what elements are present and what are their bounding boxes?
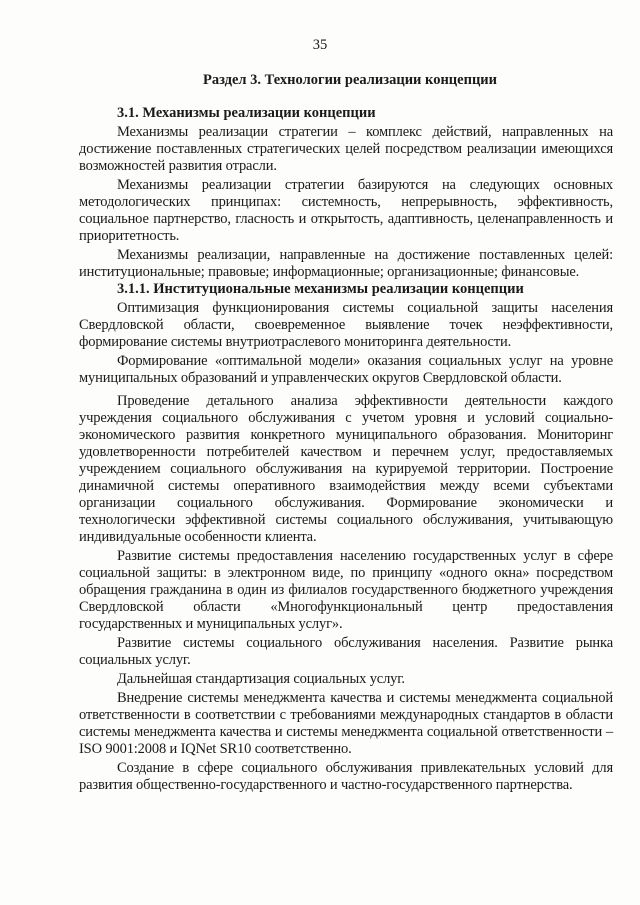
paragraph-6: Проведение детального анализа эффективности деятельности каждого учреждения социального обслуживания с учетом уровня и условий социально-экономического развития конкретного муниципального образования. Мониторинг удовлетворенности потребителей качеством и перечнем услуг, предоставляемых учреждением социального обслуживания на курируемой территории. Построение динамичной системы оперативного взаимодействия между всеми субъектами организации социального обслуживания. Формирование экономически и технологически эффективной системы социального обслуживания, учитывающую индивидуальные особенности клиента. xyxy=(79,393,613,545)
heading-3-1: 3.1. Механизмы реализации концепции xyxy=(117,105,376,121)
paragraph-5: Формирование «оптимальной модели» оказания социальных услуг на уровне муниципальных образований и управленческих округов Свердловской области. xyxy=(79,353,613,386)
paragraph-8: Развитие системы социального обслуживания населения. Развитие рынка социальных услуг. xyxy=(79,635,613,668)
heading-3-1-1: 3.1.1. Институциональные механизмы реализации концепции xyxy=(117,281,524,297)
paragraph-10: Внедрение системы менеджмента качества и системы менеджмента социальной ответственности в соответствии с требованиями международных стандартов в области системы менеджмента качества и системы менеджмента социальной ответственности – ISO 9001:2008 и IQNet SR10 соответственно. xyxy=(79,690,613,757)
paragraph-1: Механизмы реализации стратегии – комплекс действий, направленных на достижение поставленных стратегических целей посредством реализации имеющихся возможностей развития отрасли. xyxy=(79,124,613,174)
page-number: 35 xyxy=(312,37,328,53)
section-title: Раздел 3. Технологии реализации концепции xyxy=(202,72,498,88)
paragraph-9: Дальнейшая стандартизация социальных услуг. xyxy=(117,671,405,687)
paragraph-3: Механизмы реализации, направленные на достижение поставленных целей: институциональные; правовые; информационные; организационные; финансовые. xyxy=(79,247,613,280)
paragraph-7: Развитие системы предоставления населению государственных услуг в сфере социальной защиты: в электронном виде, по принципу «одного окна» посредством обращения гражданина в один из филиалов государственного бюджетного учреждения Свердловской области «Многофункциональный центр предоставления государственных и муниципальных услуг». xyxy=(79,548,613,632)
paragraph-11: Создание в сфере социального обслуживания привлекательных условий для развития общественно-государственного и частно-государственного партнерства. xyxy=(79,760,613,793)
paragraph-2: Механизмы реализации стратегии базируются на следующих основных методологических принципах: системность, непрерывность, эффективность, социальное партнерство, гласность и открытость, адаптивность, целенаправленность и приоритетность. xyxy=(79,177,613,244)
paragraph-4: Оптимизация функционирования системы социальной защиты населения Свердловской области, своевременное выявление точек неэффективности, формирование системы внутриотраслевого мониторинга деятельности. xyxy=(79,300,613,350)
page-body xyxy=(79,105,613,794)
